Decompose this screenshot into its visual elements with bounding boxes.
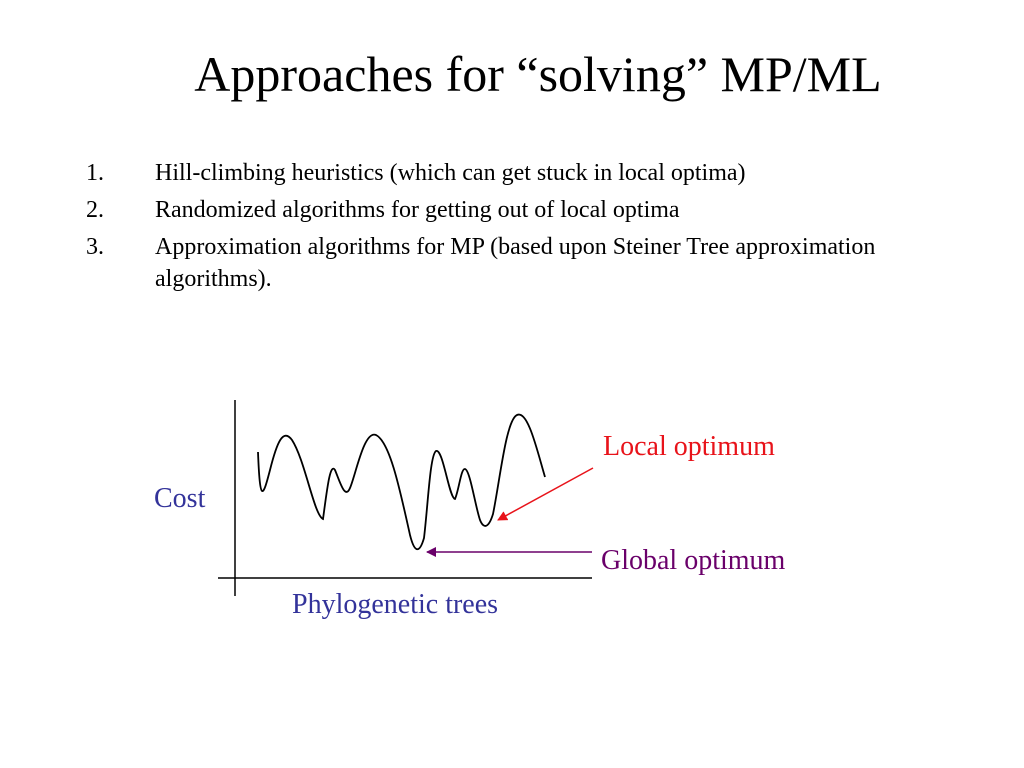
list-item-text: Hill-climbing heuristics (which can get stuck in local optima) — [155, 160, 746, 186]
list-item-text: Approximation algorithms for MP (based upon Steiner Tree approximation algorithms). — [155, 234, 876, 292]
list-item-number: 3. — [86, 234, 104, 260]
local-optimum-label: Local optimum — [603, 431, 775, 462]
list-item-number: 1. — [86, 160, 104, 186]
x-axis-label: Phylogenetic trees — [292, 589, 499, 620]
cost-curve — [258, 415, 545, 550]
slide-title: Approaches for “solving” MP/ML — [194, 46, 882, 102]
y-axis-label: Cost — [154, 483, 206, 514]
list-item-number: 2. — [86, 197, 104, 223]
global-optimum-label: Global optimum — [601, 545, 786, 576]
list-item-text: Randomized algorithms for getting out of local optima — [155, 197, 680, 223]
